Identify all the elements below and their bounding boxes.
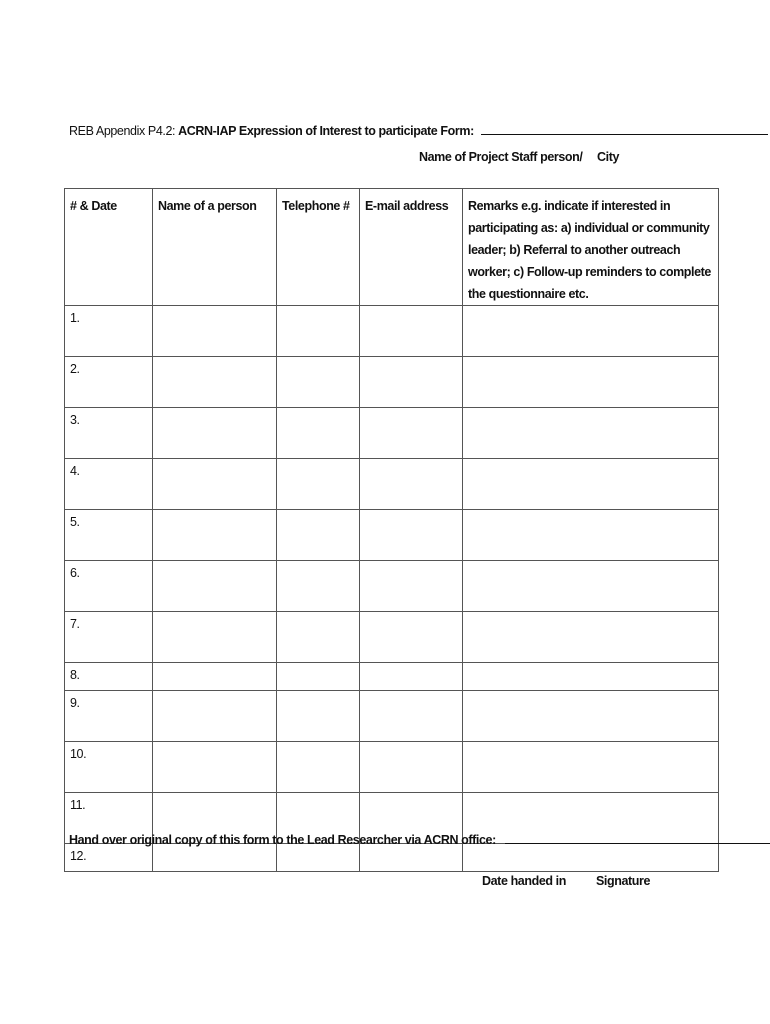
- handover-instruction: [69, 832, 770, 847]
- telephone-cell[interactable]: [277, 844, 360, 872]
- telephone-cell[interactable]: [277, 510, 360, 561]
- remarks-cell[interactable]: [463, 357, 719, 408]
- name-cell[interactable]: [153, 408, 277, 459]
- remarks-cell[interactable]: [463, 663, 719, 691]
- date-handed-in-label: Date handed in: [482, 874, 566, 888]
- name-cell[interactable]: [153, 663, 277, 691]
- row-number: 12.: [65, 844, 153, 872]
- column-header-remarks: Remarks e.g. indicate if interested in participating as: a) individual or community leader; b) Referral to another outreach worker; c) Follow-up reminders to complete the questionnaire etc.: [463, 189, 719, 306]
- staff-person-label: Name of Project Staff person/: [419, 150, 583, 164]
- remarks-cell[interactable]: [463, 459, 719, 510]
- email-cell[interactable]: [360, 357, 463, 408]
- row-number: 9.: [65, 691, 153, 742]
- row-number: 10.: [65, 742, 153, 793]
- row-number: 7.: [65, 612, 153, 663]
- column-header-email: E-mail address: [360, 189, 463, 306]
- telephone-cell[interactable]: [277, 663, 360, 691]
- table-row: [65, 306, 719, 357]
- row-number: 11.: [65, 793, 153, 844]
- name-cell[interactable]: [153, 459, 277, 510]
- row-number: 3.: [65, 408, 153, 459]
- email-cell[interactable]: [360, 742, 463, 793]
- remarks-cell[interactable]: [463, 844, 719, 872]
- name-cell[interactable]: [153, 510, 277, 561]
- remarks-cell[interactable]: [463, 742, 719, 793]
- form-header: [69, 123, 768, 138]
- participant-table: [64, 188, 719, 872]
- table-row: [65, 691, 719, 742]
- name-cell[interactable]: [153, 357, 277, 408]
- remarks-cell[interactable]: [463, 408, 719, 459]
- table-row: [65, 510, 719, 561]
- table-row: [65, 561, 719, 612]
- name-cell[interactable]: [153, 742, 277, 793]
- telephone-cell[interactable]: [277, 691, 360, 742]
- email-cell[interactable]: [360, 306, 463, 357]
- telephone-cell[interactable]: [277, 612, 360, 663]
- telephone-cell[interactable]: [277, 408, 360, 459]
- name-cell[interactable]: [153, 844, 277, 872]
- signature-label: Signature: [596, 874, 651, 888]
- table-row: [65, 408, 719, 459]
- table-row: [65, 844, 719, 872]
- staff-city-blank[interactable]: [481, 123, 768, 135]
- row-number: 2.: [65, 357, 153, 408]
- telephone-cell[interactable]: [277, 357, 360, 408]
- row-number: 8.: [65, 663, 153, 691]
- email-cell[interactable]: [360, 663, 463, 691]
- email-cell[interactable]: [360, 510, 463, 561]
- email-cell[interactable]: [360, 691, 463, 742]
- name-cell[interactable]: [153, 612, 277, 663]
- email-cell[interactable]: [360, 612, 463, 663]
- remarks-cell[interactable]: [463, 561, 719, 612]
- city-label: City: [597, 150, 620, 164]
- table-row: [65, 742, 719, 793]
- name-cell[interactable]: [153, 691, 277, 742]
- remarks-cell[interactable]: [463, 306, 719, 357]
- name-cell[interactable]: [153, 306, 277, 357]
- remarks-cell[interactable]: [463, 510, 719, 561]
- row-number: 6.: [65, 561, 153, 612]
- remarks-cell[interactable]: [463, 612, 719, 663]
- column-header-date: # & Date: [65, 189, 153, 306]
- table-row: [65, 357, 719, 408]
- telephone-cell[interactable]: [277, 561, 360, 612]
- row-number: 5.: [65, 510, 153, 561]
- table-row: [65, 663, 719, 691]
- handover-text: Hand over original copy of this form to the Lead Researcher via ACRN office:: [69, 833, 496, 847]
- table-row: [65, 612, 719, 663]
- email-cell[interactable]: [360, 459, 463, 510]
- date-signature-blank[interactable]: [505, 832, 770, 844]
- row-number: 4.: [65, 459, 153, 510]
- email-cell[interactable]: [360, 561, 463, 612]
- table-row: [65, 459, 719, 510]
- row-number: 1.: [65, 306, 153, 357]
- name-cell[interactable]: [153, 561, 277, 612]
- email-cell[interactable]: [360, 844, 463, 872]
- email-cell[interactable]: [360, 408, 463, 459]
- column-header-name: Name of a person: [153, 189, 277, 306]
- appendix-reference: REB Appendix P4.2:: [69, 124, 176, 138]
- form-title: ACRN-IAP Expression of Interest to participate Form:: [178, 124, 474, 138]
- telephone-cell[interactable]: [277, 459, 360, 510]
- table-header-row: [65, 189, 719, 306]
- column-header-telephone: Telephone #: [277, 189, 360, 306]
- remarks-cell[interactable]: [463, 691, 719, 742]
- telephone-cell[interactable]: [277, 742, 360, 793]
- telephone-cell[interactable]: [277, 306, 360, 357]
